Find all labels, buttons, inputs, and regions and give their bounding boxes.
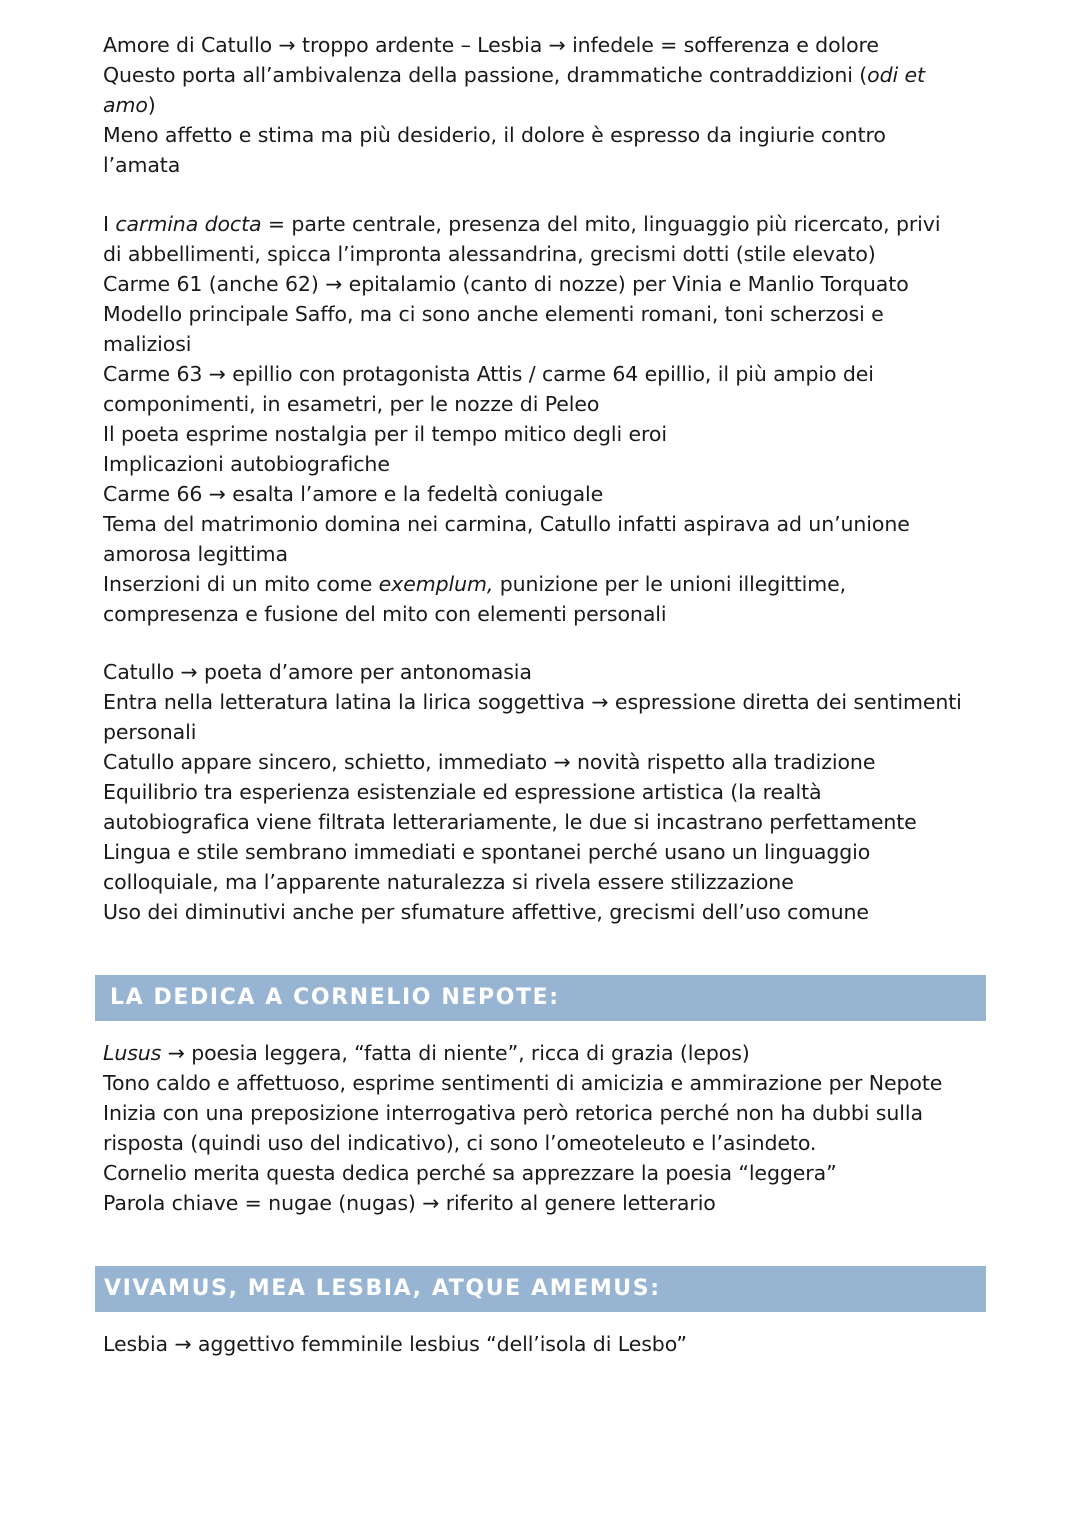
text-line: Catullo appare sincero, schietto, immediato → novità rispetto alla tradizione: [103, 750, 876, 774]
italic-term: exemplum,: [378, 572, 494, 596]
italic-term: amo: [103, 93, 148, 117]
text-run: Questo porta all’ambivalenza della passione, drammatiche contraddizioni (: [103, 63, 868, 87]
text-line: Lesbia → aggettivo femminile lesbius “dell’isola di Lesbo”: [103, 1332, 687, 1356]
paragraph-vivamus: [103, 1329, 993, 1359]
text-line: [103, 1038, 993, 1068]
text-run: = parte centrale, presenza del mito, linguaggio più ricercato, privi: [261, 212, 941, 236]
text-line: Meno affetto e stima ma più desiderio, il dolore è espresso da ingiurie contro: [103, 123, 886, 147]
italic-term: Lusus: [103, 1041, 162, 1065]
text-line: di abbellimenti, spicca l’impronta alessandrina, grecismi dotti (stile elevato): [103, 242, 876, 266]
text-run: I: [103, 212, 116, 236]
italic-term: odi et: [867, 63, 925, 87]
text-line: Carme 66 → esalta l’amore e la fedeltà coniugale: [103, 482, 604, 506]
text-line: autobiografica viene filtrata letterariamente, le due si incastrano perfettamente: [103, 810, 917, 834]
text-line: [103, 90, 993, 120]
italic-term: carmina docta: [115, 212, 262, 236]
section-heading-dedica: LA DEDICA A CORNELIO NEPOTE:: [95, 975, 986, 1021]
paragraph-amore-catullo: [103, 30, 993, 180]
text-line: Lingua e stile sembrano immediati e spontanei perché usano un linguaggio: [103, 840, 871, 864]
paragraph-carmina-docta: [103, 209, 993, 629]
text-line: Entra nella letteratura latina la lirica soggettiva → espressione diretta dei sentimenti: [103, 690, 962, 714]
text-line: risposta (quindi uso del indicativo), ci sono l’omeoteleuto e l’asindeto.: [103, 1131, 817, 1155]
text-line: Carme 63 → epillio con protagonista Attis / carme 64 epillio, il più ampio dei: [103, 362, 874, 386]
text-run: ): [147, 93, 156, 117]
text-line: personali: [103, 720, 197, 744]
text-line: Inizia con una preposizione interrogativa però retorica perché non ha dubbi sulla: [103, 1101, 923, 1125]
text-line: Cornelio merita questa dedica perché sa apprezzare la poesia “leggera”: [103, 1161, 837, 1185]
text-line: maliziosi: [103, 332, 192, 356]
text-line: Parola chiave = nugae (nugas) → riferito al genere letterario: [103, 1191, 716, 1215]
paragraph-poeta-amore: [103, 657, 993, 927]
text-run: → poesia leggera, “fatta di niente”, ricca di grazia (lepos): [161, 1041, 750, 1065]
text-line: colloquiale, ma l’apparente naturalezza si rivela essere stilizzazione: [103, 870, 794, 894]
text-line: Amore di Catullo → troppo ardente – Lesbia → infedele = sofferenza e dolore: [103, 33, 879, 57]
text-line: Tono caldo e affettuoso, esprime sentimenti di amicizia e ammirazione per Nepote: [103, 1071, 943, 1095]
text-line: Catullo → poeta d’amore per antonomasia: [103, 660, 532, 684]
text-line: componimenti, in esametri, per le nozze di Peleo: [103, 392, 600, 416]
text-line: Il poeta esprime nostalgia per il tempo mitico degli eroi: [103, 422, 667, 446]
text-run: punizione per le unioni illegittime,: [493, 572, 847, 596]
text-line: Uso dei diminutivi anche per sfumature affettive, grecismi dell’uso comune: [103, 900, 869, 924]
text-line: [103, 60, 993, 90]
text-line: Carme 61 (anche 62) → epitalamio (canto di nozze) per Vinia e Manlio Torquato: [103, 272, 909, 296]
text-line: l’amata: [103, 153, 181, 177]
text-run: Inserzioni di un mito come: [103, 572, 379, 596]
section-heading-vivamus: VIVAMUS, MEA LESBIA, ATQUE AMEMUS:: [95, 1266, 986, 1312]
text-line: Equilibrio tra esperienza esistenziale ed espressione artistica (la realtà: [103, 780, 822, 804]
text-line: [103, 569, 993, 599]
text-line: Tema del matrimonio domina nei carmina, Catullo infatti aspirava ad un’unione: [103, 512, 910, 536]
text-line: Modello principale Saffo, ma ci sono anche elementi romani, toni scherzosi e: [103, 302, 884, 326]
text-line: amorosa legittima: [103, 542, 288, 566]
text-line: Implicazioni autobiografiche: [103, 452, 390, 476]
paragraph-dedica: [103, 1038, 993, 1218]
text-line: compresenza e fusione del mito con elementi personali: [103, 602, 667, 626]
text-line: [103, 209, 993, 239]
